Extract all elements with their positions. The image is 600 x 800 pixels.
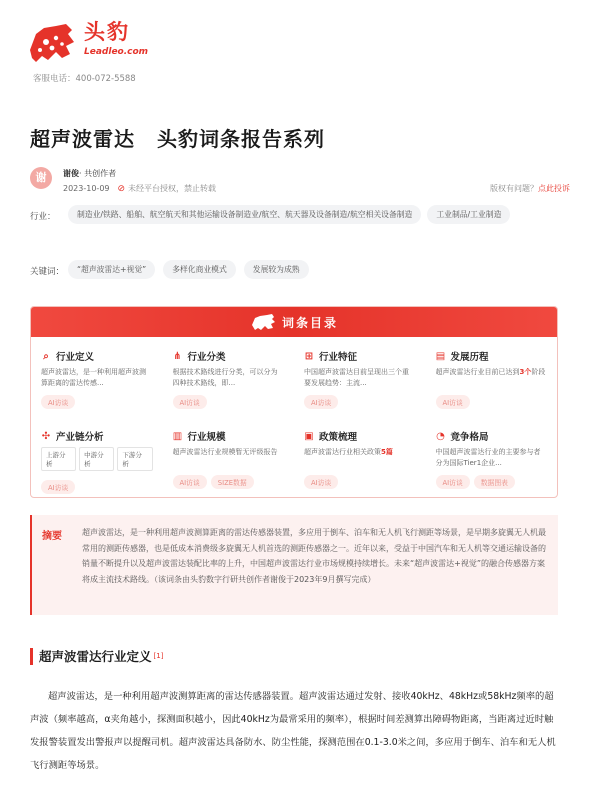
author-name[interactable]: 谢俊 [63,169,79,178]
catalog-item-title: 产业链分析 [56,432,104,443]
desc-text: 超声波雷达行业相关政策 [304,448,381,456]
catalog-panel [30,306,558,498]
hotline: 客服电话：400-072-5588 [33,74,136,84]
catalog-item-scale[interactable] [163,423,295,498]
title-main: 超声波雷达 [30,127,135,151]
catalog-item-competition[interactable] [426,423,558,498]
ai-interview-chip[interactable]: AI访谈 [173,475,207,489]
catalog-item-desc [304,447,416,469]
brand-domain: Leadleo.com [84,47,149,57]
catalog-item-history[interactable] [426,343,558,423]
document-icon: ▣ [304,430,314,442]
complain-line [490,183,570,194]
catalog-item-desc: 中国超声波雷达行业的主要参与者分为国际Tier1企业... [435,448,541,467]
industry-tag[interactable]: 制造业/铁路、船舶、航空航天和其他运输设备制造业/航空、航天器及设备制造/航空相关设备制造 [68,205,421,224]
title-series: 头豹词条报告系列 [157,127,325,151]
body-paragraph: 超声波雷达，是一种利用超声波测算距离的雷达传感器装置。超声波雷达通过发射、接收40kHz、48kHz或58kHz频率的超声波（频率越高，α夹角越小，探测面积越小，因此40kHz为最常采用的频率），根据时间差测算出障碍物距离，当距离过近时触发报警装置发出警报声以提醒司机。超声波雷达具备防水、防尘性能，探测范围在0.1-3.0米之间，多应用于倒车、泊车和无人机飞行测距等场景。 [30,691,556,771]
author-role: · 共创作者 [79,169,117,178]
catalog-item-title: 行业特征 [319,352,358,363]
bar-chart-icon: ▥ [172,430,183,442]
keyword-tag[interactable]: 多样化商业模式 [163,260,236,279]
catalog-item-title: 竞争格局 [450,432,489,443]
data-chart-chip[interactable]: 数据图表 [474,475,515,489]
keyword-label: 关键词： [30,267,65,277]
complain-link[interactable]: 点此投诉 [538,184,570,193]
brand-name: 头豹 [84,20,130,44]
catalog-item-title: 行业规模 [187,432,226,443]
midstream-analysis[interactable]: 中游分析 [79,447,114,471]
desc-text: 超声波雷达行业目前已达到 [435,368,520,376]
section-title: 超声波雷达行业定义 [39,649,152,664]
pie-chart-icon: ◔ [436,430,445,442]
industry-label: 行业： [30,212,56,222]
catalog-item-desc: 超声波雷达，是一种利用超声波测算距离的雷达传感... [41,368,146,387]
section-heading [30,647,163,665]
copyright-warning-text: 未经平台授权，禁止转载 [128,184,217,193]
grid-icon: ⊞ [304,350,314,362]
keyword-tag[interactable]: 发展较为成熟 [244,260,309,279]
size-data-chip[interactable]: SIZE数据 [211,475,254,489]
catalog-title: 词条目录 [281,315,338,330]
prohibited-icon: ⊘ [117,183,126,194]
ai-interview-chip[interactable]: AI访谈 [173,395,207,409]
ai-interview-chip[interactable]: AI访谈 [304,475,338,489]
catalog-item-desc: 超声波雷达行业规模暂无评级报告 [172,448,278,456]
hierarchy-icon: ⋔ [173,350,182,362]
keyword-tag[interactable]: “超声波雷达+视觉” [68,260,155,279]
author-avatar[interactable]: 谢 [30,167,52,189]
author-line [63,168,116,179]
leopard-logo-icon [26,20,78,66]
catalog-item-features[interactable] [294,343,426,423]
ai-interview-chip[interactable]: AI访谈 [304,395,338,409]
catalog-item-title: 行业定义 [56,352,95,363]
ai-interview-chip[interactable]: AI访谈 [41,480,75,494]
brand-logo[interactable] [26,20,148,66]
catalog-item-desc [436,367,548,389]
summary-label: 摘要 [42,531,62,542]
upstream-analysis[interactable]: 上游分析 [41,447,76,471]
desc-highlight: 5篇 [381,448,393,456]
section-accent-bar [30,648,33,665]
catalog-item-title: 发展历程 [450,352,489,363]
page-title [30,123,325,152]
complain-prefix: 版权有问题？ [490,184,538,193]
downstream-analysis[interactable]: 下游分析 [117,447,152,471]
catalog-header [31,307,557,337]
catalog-item-classification[interactable] [163,343,295,423]
catalog-item-definition[interactable] [31,343,163,423]
ai-interview-chip[interactable]: AI访谈 [436,395,470,409]
desc-text: 阶段 [531,368,546,376]
industry-tag[interactable]: 工业制品/工业制造 [427,205,510,224]
publish-date: 2023-10-09 [63,184,110,193]
search-icon: ⌕ [43,350,49,362]
catalog-grid [31,337,557,498]
catalog-item-chain[interactable] [31,423,163,498]
keyword-tags [68,260,309,279]
summary-text: 超声波雷达，是一种利用超声波测算距离的雷达传感器装置，多应用于倒车、泊车和无人机飞行测距等场景，是早期多旋翼无人机最常用的测距传感器，也是低成本消费级多旋翼无人机首选的测距传感器之一。近年以来，受益于中国汽车和无人机等交通运输设备的销量不断提升以及超声波雷达装配比率的上升，中国超声波雷达行业市场规模持续增长。未来“超声波雷达+视觉”的融合传感器方案将成主流技术路线。（该词条由头豹数字行研共创作者谢俊于2023年9月撰写完成） [82,528,546,584]
summary-box [30,515,558,615]
chain-icon: ✣ [41,430,51,442]
catalog-item-title: 行业分类 [187,352,226,363]
catalog-item-desc: 根据技术路线进行分类，可以分为四种技术路线，即... [172,368,278,387]
timeline-icon: ▤ [435,350,446,362]
copyright-warning [118,183,217,194]
reference-link[interactable]: [1] [153,652,164,660]
meta-line [63,183,216,194]
leopard-icon [250,313,276,331]
ai-interview-chip[interactable]: AI访谈 [41,395,75,409]
desc-highlight: 3个 [519,368,532,376]
catalog-item-desc: 中国超声波雷达目前呈现出三个重要发展趋势：主流... [304,368,409,387]
catalog-item-policy[interactable] [294,423,426,498]
industry-tags [68,205,548,224]
catalog-item-title: 政策梳理 [319,432,358,443]
chain-subitems [41,447,153,471]
ai-interview-chip[interactable]: AI访谈 [436,475,470,489]
